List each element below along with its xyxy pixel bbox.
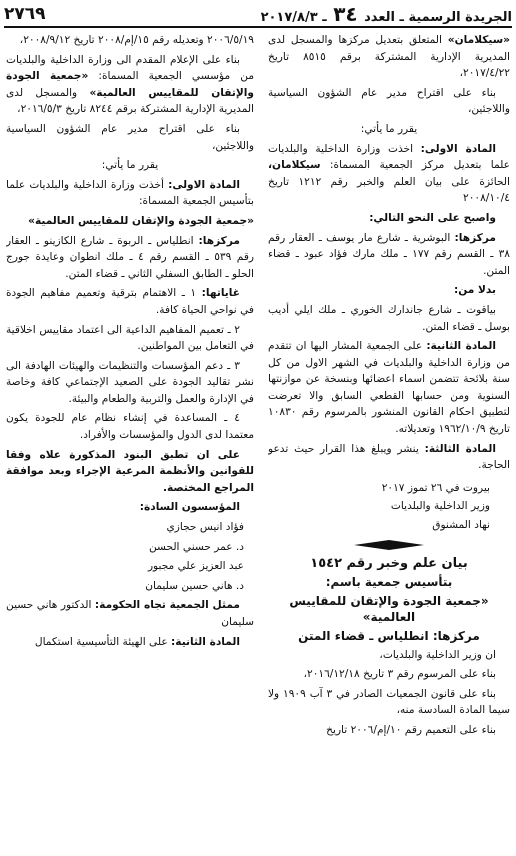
assoc-headquarters: مركزها: انطلياس ـ قضاء المتن (298, 629, 480, 643)
goal-1 (6, 285, 254, 318)
assoc-name: «جمعية الجودة والإتقان للمقاييس العالمية» (28, 214, 254, 227)
instead-heading: بدلا من: (453, 284, 496, 297)
paragraph: بناء على التعميم رقم ١٠/إم/٢٠٠٦ تاريخ (326, 723, 496, 736)
assoc-name: سيكلامان، (268, 159, 321, 172)
representative (6, 597, 254, 630)
founder-item: د. هاني حسين سليمان (145, 579, 244, 592)
page-number: ٢٧٦٩ (4, 4, 46, 24)
headquarters (6, 233, 254, 283)
became-heading: واصبح على النحو التالي: (369, 211, 496, 224)
diamond-rule-icon (354, 540, 424, 550)
goal-2: ٢ ـ تعميم المفاهيم الداعية الى اعتماد مقاييس اخلاقية في التعامل بين المواطنين. (6, 323, 254, 353)
article-label: المادة الثانية: (171, 635, 240, 648)
article-text: ينشر ويبلغ هذا القرار حيث تدعو الحاجة. (268, 442, 510, 472)
section-divider (268, 540, 510, 550)
paragraph-text: والمسجل لدى المديرية الإدارية المشتركة برقم ٨٢٤٤ تاريخ ٢٠١٦/٥/٣، (6, 86, 254, 116)
page-header (4, 2, 512, 28)
decides-heading: يقرر ما يأتي: (360, 122, 418, 135)
paragraph: ان وزير الداخلية والبلديات، (379, 648, 496, 661)
rep-label: ممثل الجمعية تجاه الحكومة: (94, 599, 240, 612)
hq-text: البوشرية ـ شارع مار يوسف ـ العقار رقم ٣٨ ـ القسم رقم ١٧٧ ـ ملك مارك فؤاد عبود ـ قضاء المتن. (268, 231, 510, 277)
right-column (268, 32, 510, 854)
article-3 (268, 441, 510, 474)
gazette-title (261, 2, 512, 26)
old-address: بياقوت ـ شارع جاندارك الخوري ـ ملك ايلي أديب بوسل ـ قضاء المتن. (268, 303, 510, 333)
notice-subtitle: بتأسيس جمعية باسم: (325, 575, 453, 590)
article-1 (6, 177, 254, 210)
issue-number: ٣٤ (333, 2, 358, 26)
article-text: الحائزة على بيان العلم والخبر رقم ١٢١٢ تاريخ ٢٠٠٨/١٠/٤ (268, 175, 510, 205)
decides-heading: يقرر ما يأتي: (101, 159, 159, 172)
gazette-name: الجريدة الرسمية ـ العدد (364, 10, 512, 25)
paragraph (268, 32, 510, 82)
notice-title: بيان علم وخبر رقم ١٥٤٢ (310, 555, 468, 571)
hq-label: مركزها: (454, 231, 496, 244)
headquarters (268, 230, 510, 280)
goal-3: ٣ ـ دعم المؤسسات والتنظيمات والهيئات الهادفة الى نشر تقاليد الجودة على الصعيد الإجتماعي كافة وخاصة في الإدارة والعمل والتربية والطعام والبيئة. (6, 359, 254, 405)
rep-text: الدكتور هاني حسين سليمان (6, 599, 254, 628)
article-text: اخذت وزارة الداخلية والبلديات علما بتعديل مركز الجمعية المسماة: (268, 142, 510, 172)
paragraph-text: بناء على الإعلام المقدم الى وزارة الداخلية والبلديات من مؤسسي الجمعية المسماة: (6, 53, 254, 83)
assoc-title: «جمعية الجودة والإتقان للمقاييس العالمية» (289, 593, 489, 625)
article-label: المادة الثالثة: (424, 442, 496, 455)
minister-name: نهاد المشنوق (432, 519, 490, 532)
founder-item: فؤاد انيس حجازي (166, 521, 244, 534)
place-date: بيروت في ٢٦ تموز ٢٠١٧ (381, 481, 490, 494)
paragraph: بناء على اقتراح مدير عام الشؤون السياسية واللاجئين، (268, 86, 510, 116)
hq-text: انطلياس ـ الربوة ـ شارع الكازينو ـ العقار رقم ٥٣٩ ـ القسم رقم ٤ ـ ملك انطوان وعايدة جورج الحلو ـ الطابق السفلي الثاني ـ قضاء المتن. (6, 234, 254, 280)
assoc-name: «جمعية الجودة والإتقان للمقاييس العالمية» (6, 70, 254, 99)
left-column (6, 32, 254, 854)
article-label: المادة الاولى: (420, 142, 496, 155)
paragraph: بناء على المرسوم رقم ٣ تاريخ ٢٠١٦/١٢/١٨، (303, 668, 496, 681)
assoc-name: «سيكلامان» (447, 34, 510, 46)
paragraph-text: المتعلق بتعديل مركزها والمسجل لدى المديرية الإدارية المشتركة برقم ٨٥١٥ تاريخ ٢٠١٧/٤/٢٢، (268, 34, 510, 80)
founder-item: د. عمر حسني الحسن (148, 540, 244, 553)
article-text: أخذت وزارة الداخلية والبلديات علما بتأسيس الجمعية المسماة: (6, 178, 254, 208)
article-text: على الهيئة التأسيسية استكمال (34, 635, 172, 648)
paragraph: ٢٠٠٦/٥/١٩ وتعديله رقم ١٥/إم/٢٠٠٨ تاريخ ٢٠٠٨/٩/١٢، (19, 34, 254, 46)
article-1 (268, 141, 510, 207)
founders-heading: المؤسسون السادة: (139, 501, 240, 514)
article-label: المادة الاولى: (168, 178, 240, 191)
minister-title: وزير الداخلية والبلديات (390, 500, 490, 513)
paragraph: بناء على اقتراح مدير عام الشؤون السياسية واللاجئين، (6, 122, 254, 152)
article-2 (6, 634, 254, 651)
goal-4: ٤ ـ المساعدة في إنشاء نظام عام للجودة يكون معتمدا لدى الدول والمؤسسات والأفراد. (6, 412, 254, 442)
issue-date: ـ ٢٠١٧/٨/٣ (260, 10, 327, 25)
condition: على ان تطبق البنود المذكورة علاه وفقا للقوانين والأنظمة المرعية الإجراء وبعد موافقة المراجع المختصة. (6, 448, 254, 494)
hq-label: مركزها: (198, 234, 240, 247)
article-text: على الجمعية المشار اليها ان تتقدم من وزارة الداخلية والبلديات في الشهر الاول من كل سنة بلائحة تتضمن اسماء اعضائها وبنسخة عن موازنتها السنوية ومن حسابها القطعي السابق والا تعرضت لتطبيق احكام القانون المنشور بالمرسوم رقم ١٠٨٣٠ تاريخ ١٩٦٢/١٠/٩ وتعديلاته. (268, 340, 510, 436)
article-2 (268, 338, 510, 438)
goal-text: ١ ـ الاهتمام بترقية وتعميم مفاهيم الجودة في نواحي الحياة كافة. (6, 287, 254, 316)
founder-item: عبد العزيز علي مجبور (147, 560, 244, 573)
paragraph: بناء على قانون الجمعيات الصادر في ٣ آب ١٩٠٩ ولا سيما المادة السادسة منه، (268, 687, 510, 717)
paragraph (6, 52, 254, 118)
article-label: المادة الثانية: (426, 340, 496, 353)
goals-label: غاياتها: (201, 287, 240, 300)
